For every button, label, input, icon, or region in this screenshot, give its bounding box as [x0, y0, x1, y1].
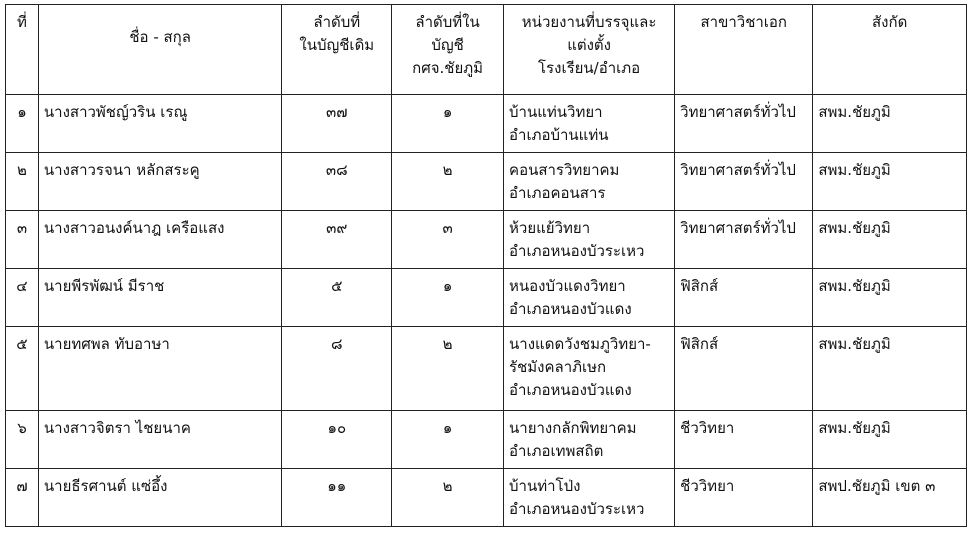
- affiliation: สพม.ชัยภูมิ: [813, 269, 967, 327]
- affiliation: สพม.ชัยภูมิ: [813, 95, 967, 153]
- original-rank: ๕: [282, 269, 392, 327]
- table-row: [6, 469, 967, 527]
- table-header: [6, 5, 967, 95]
- major: ฟิสิกส์: [675, 327, 813, 411]
- person-name: นางสาวจิตรา ไชยนาค: [38, 411, 282, 469]
- appointment-table: [5, 4, 967, 527]
- table-row: [6, 411, 967, 469]
- unit-school: ห้วยแย้วิทยา: [509, 219, 591, 237]
- person-name: นายธีรศานต์ แซ่อึ้ง: [38, 469, 282, 527]
- unit-district: อำเภอหนองบัวระเหว: [509, 500, 645, 518]
- person-name: นางสาวรจนา หลักสระคู: [38, 153, 282, 211]
- original-rank: ๑๑: [282, 469, 392, 527]
- table-row: [6, 95, 967, 153]
- header-original-rank: ลำดับที่ ในบัญชีเดิม: [282, 5, 392, 95]
- major: ชีววิทยา: [675, 469, 813, 527]
- unit-school: คอนสารวิทยาคม: [509, 161, 620, 179]
- table-row: [6, 153, 967, 211]
- unit-district: อำเภอหนองบัวระเหว: [509, 242, 645, 260]
- assigned-unit: [504, 327, 675, 411]
- table-body: [6, 95, 967, 527]
- new-rank: ๑: [392, 95, 504, 153]
- row-number: ๓: [6, 211, 39, 269]
- affiliation: สพม.ชัยภูมิ: [813, 211, 967, 269]
- person-name: นางสาวอนงค์นาฎ เครือแสง: [38, 211, 282, 269]
- person-name: นายทศพล ทับอาษา: [38, 327, 282, 411]
- original-rank: ๘: [282, 327, 392, 411]
- row-number: ๕: [6, 327, 39, 411]
- affiliation: สพม.ชัยภูมิ: [813, 153, 967, 211]
- affiliation: สพป.ชัยภูมิ เขต ๓: [813, 469, 967, 527]
- row-number: ๒: [6, 153, 39, 211]
- header-affiliation: สังกัด: [813, 5, 967, 95]
- row-number: ๑: [6, 95, 39, 153]
- affiliation: สพม.ชัยภูมิ: [813, 327, 967, 411]
- unit-school: บ้านแท่นวิทยา: [509, 103, 603, 121]
- table-row: [6, 211, 967, 269]
- unit-school: หนองบัวแดงวิทยา: [509, 277, 626, 295]
- major: ชีววิทยา: [675, 411, 813, 469]
- assigned-unit: [504, 211, 675, 269]
- new-rank: ๒: [392, 153, 504, 211]
- header-new-rank: ลำดับที่ใน บัญชี กศจ.ชัยภูมิ: [392, 5, 504, 95]
- unit-district: อำเภอคอนสาร: [509, 184, 606, 202]
- unit-district: อำเภอบ้านแท่น: [509, 126, 609, 144]
- new-rank: ๓: [392, 211, 504, 269]
- major: วิทยาศาสตร์ทั่วไป: [675, 153, 813, 211]
- header-name: ชื่อ - สกุล: [38, 5, 282, 95]
- unit-school: นายางกลักพิทยาคม: [509, 419, 637, 437]
- new-rank: ๒: [392, 327, 504, 411]
- header-row: [6, 5, 967, 95]
- assigned-unit: [504, 269, 675, 327]
- assigned-unit: [504, 153, 675, 211]
- person-name: นายพีรพัฒน์ มีราช: [38, 269, 282, 327]
- assigned-unit: [504, 95, 675, 153]
- unit-district: อำเภอหนองบัวแดง: [509, 381, 632, 399]
- original-rank: ๓๙: [282, 211, 392, 269]
- row-number: ๗: [6, 469, 39, 527]
- original-rank: ๑๐: [282, 411, 392, 469]
- new-rank: ๒: [392, 469, 504, 527]
- unit-school-suffix: รัชมังคลาภิเษก: [509, 358, 607, 376]
- unit-school: บ้านท่าโป่ง: [509, 477, 581, 495]
- affiliation: สพม.ชัยภูมิ: [813, 411, 967, 469]
- major: วิทยาศาสตร์ทั่วไป: [675, 211, 813, 269]
- major: ฟิสิกส์: [675, 269, 813, 327]
- unit-district: อำเภอหนองบัวแดง: [509, 300, 632, 318]
- header-unit: หน่วยงานที่บรรจุและ แต่งตั้ง โรงเรียน/อำเภอ: [504, 5, 675, 95]
- new-rank: ๑: [392, 411, 504, 469]
- row-number: ๖: [6, 411, 39, 469]
- table-row: [6, 269, 967, 327]
- header-major: สาขาวิชาเอก: [675, 5, 813, 95]
- original-rank: ๓๗: [282, 95, 392, 153]
- assigned-unit: [504, 469, 675, 527]
- unit-school: นางแดดวังชมภูวิทยา-: [509, 335, 651, 353]
- table-row: [6, 327, 967, 411]
- header-no: ที่: [6, 5, 39, 95]
- assigned-unit: [504, 411, 675, 469]
- major: วิทยาศาสตร์ทั่วไป: [675, 95, 813, 153]
- new-rank: ๑: [392, 269, 504, 327]
- person-name: นางสาวพัชญ์วริน เรณู: [38, 95, 282, 153]
- row-number: ๔: [6, 269, 39, 327]
- unit-district: อำเภอเทพสถิต: [509, 442, 604, 460]
- original-rank: ๓๘: [282, 153, 392, 211]
